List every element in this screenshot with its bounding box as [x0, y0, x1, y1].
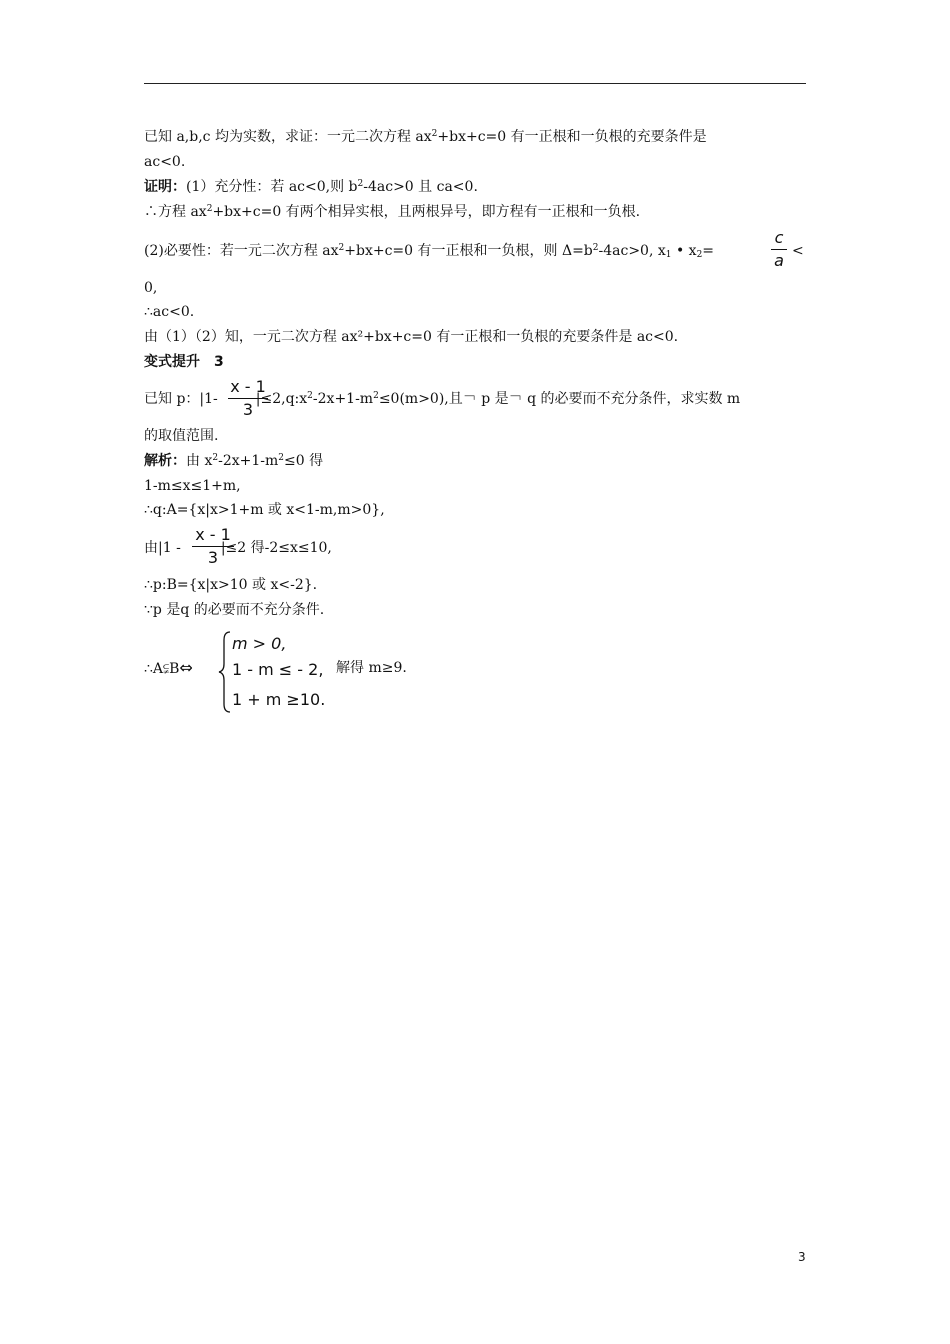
- system-brace: [218, 630, 232, 714]
- problem-line-2: ac<0.: [144, 154, 186, 170]
- proof-line-5: ∴ac<0.: [144, 304, 195, 320]
- fraction-x-minus-1-over-3: x - 1 3: [228, 377, 268, 420]
- proof-line-6: 由（1）（2）知，一元二次方程 ax²+bx+c=0 有一正根和一负根的充要条件是 ac<0.: [144, 329, 679, 345]
- solution-line-3: ∴q:A={x|x>1+m 或 x<1-m,m>0},: [144, 502, 385, 518]
- variant-question-line-2: 的取值范围.: [144, 428, 219, 444]
- solution-line-7: ∴A⫋B⇔: [144, 658, 193, 677]
- less-than-sign: <: [792, 243, 804, 259]
- proof-label: 证明：: [144, 179, 186, 195]
- solution-answer: 解得 m≥9.: [336, 660, 407, 676]
- solution-label: 解析：: [144, 453, 186, 469]
- system-equation-1: m > 0,: [232, 634, 287, 653]
- fraction-x-minus-1-over-3-b: x - 1 3: [192, 525, 234, 568]
- page-number: 3: [798, 1250, 806, 1264]
- solution-line-4: 由|1 - |≤2 得-2≤x≤10,: [144, 540, 332, 556]
- variant-question-line-1: 已知 p：|1- $|\le 2,q:x^2-2x+1-m^2\le 0(m>0)$,且￢ p 是￢ q 的必要而不充分条件，求实数 m: [144, 391, 741, 407]
- proof-line-3: (2)必要性：若一元二次方程 $ax^2+bx+c=0$ 有一正根和一负根，则 $\Delta=b^2-4ac>0$, $x_1$ • $x_2=$: [144, 243, 715, 260]
- variant-title: 变式提升 3: [144, 354, 224, 370]
- solution-line-1: 解析：由 $x^2-2x+1-m^2\le 0$ 得: [144, 453, 324, 469]
- proof-line-4: 0,: [144, 280, 158, 296]
- problem-line-1: 已知 a,b,c 均为实数，求证：一元二次方程 $ax^2+bx+c=0$ 有一正根和一负根的充要条件是: [144, 129, 707, 145]
- system-equation-2: 1 - m ≤ - 2,: [232, 660, 324, 679]
- proof-line-2: ∴方程 $ax^2+bx+c=0$ 有两个相异实根，且两根异号，即方程有一正根和一负根.: [144, 204, 641, 220]
- solution-line-5: ∴p:B={x|x>10 或 x<-2}.: [144, 577, 318, 593]
- header-rule: [144, 83, 806, 84]
- solution-line-6: ∵p 是q 的必要而不充分条件.: [144, 602, 325, 618]
- system-equation-3: 1 + m ≥10.: [232, 690, 326, 709]
- proof-line-1: 证明：(1）充分性：若 ac<0,则 $b^2-4ac>0$ 且 ca<0.: [144, 179, 478, 195]
- solution-line-2: 1-m≤x≤1+m,: [144, 478, 241, 494]
- fraction-c-over-a: c a: [771, 228, 787, 271]
